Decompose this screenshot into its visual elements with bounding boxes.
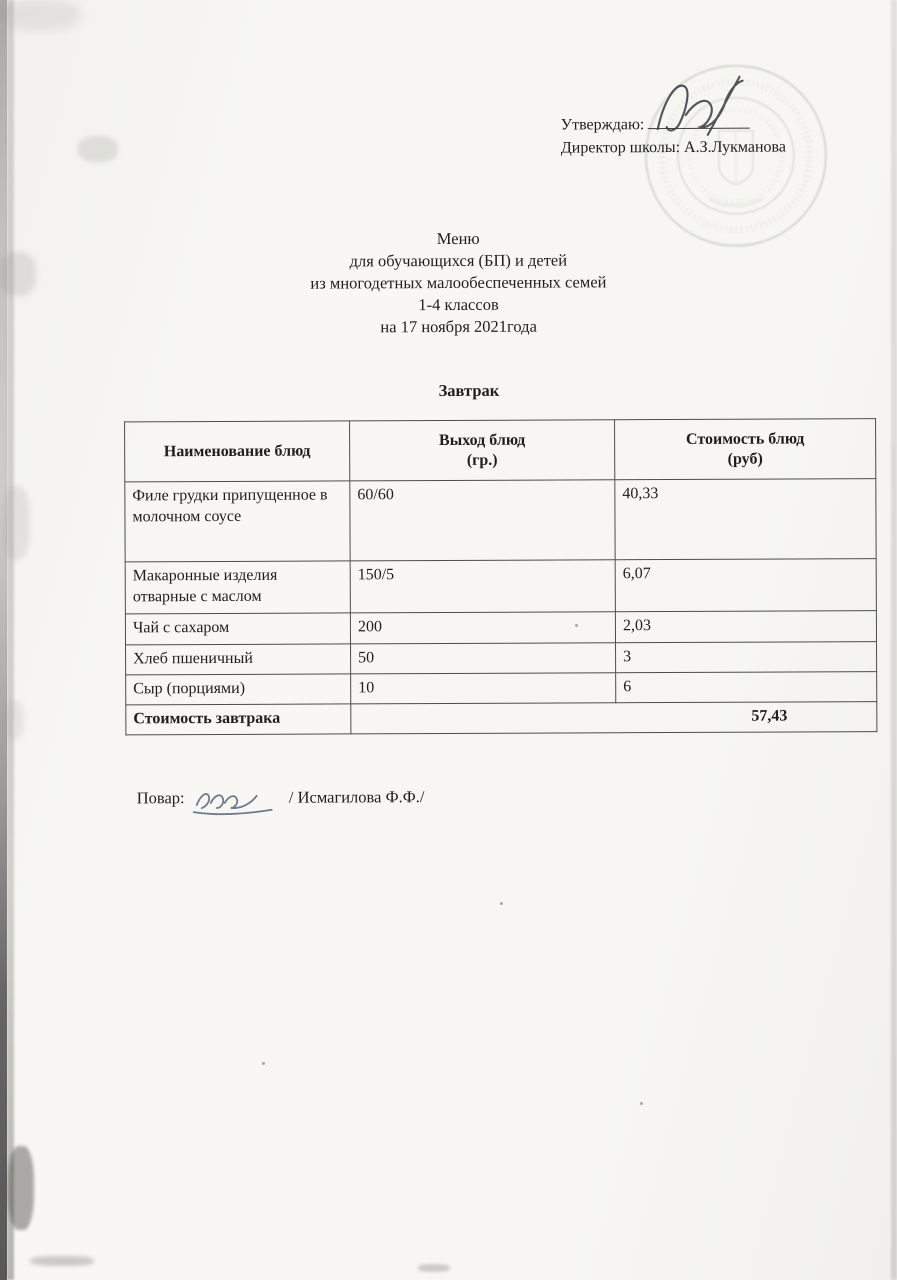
- director-line: Директор школы: А.З.Лукманова: [560, 138, 786, 157]
- header-cost: Стоимость блюд (руб): [615, 419, 876, 480]
- director-signature-icon: [646, 73, 768, 140]
- cell-output: 60/60: [350, 480, 615, 561]
- meal-title: Завтрак: [438, 380, 500, 401]
- table-header-row: [125, 419, 876, 482]
- cook-name: / Исмагилова Ф.Ф./: [288, 787, 425, 807]
- cell-cost: 6,07: [615, 559, 876, 612]
- menu-table: [124, 418, 877, 735]
- document-title: [28, 226, 888, 340]
- cell-dish-name: Чай с сахаром: [125, 613, 350, 645]
- title-line-5: на 17 ноября 2021года: [380, 316, 537, 337]
- cell-dish-name: Макаронные изделия отварные с маслом: [125, 561, 350, 614]
- title-line-2: для обучающихся (БП) и детей: [349, 250, 568, 271]
- footer-label: Стоимость завтрака: [126, 704, 351, 735]
- cell-cost: 2,03: [615, 611, 876, 643]
- cook-label: Повар:: [136, 788, 185, 808]
- cell-cost: 6: [616, 672, 877, 703]
- cell-cost: 40,33: [615, 479, 876, 560]
- cook-signature-icon: [192, 783, 282, 815]
- cell-dish-name: Сыр (порциями): [126, 674, 351, 705]
- cell-output: 200: [350, 612, 615, 644]
- table-row: [125, 479, 876, 562]
- cell-output: 10: [351, 673, 616, 704]
- approve-label: Утверждаю:: [560, 116, 645, 134]
- cook-line: [137, 782, 425, 815]
- table-row: [126, 642, 877, 675]
- cell-dish-name: Хлеб пшеничный: [126, 644, 351, 675]
- table-row: [125, 611, 876, 645]
- title-line-4: 1-4 классов: [418, 294, 499, 315]
- title-line-1: Меню: [436, 228, 480, 249]
- header-output: Выход блюд (гр.): [350, 420, 615, 481]
- cell-output: 150/5: [350, 560, 615, 613]
- cell-dish-name: Филе грудки припущенное в молочном соусе: [125, 481, 350, 562]
- table-row: [126, 672, 877, 705]
- cell-output: 50: [351, 643, 616, 674]
- header-dish-name: Наименование блюд: [125, 421, 350, 482]
- table-footer-row: [126, 702, 877, 735]
- title-line-3: из многодетных малообеспеченных семей: [310, 272, 607, 293]
- cell-cost: 3: [616, 642, 877, 673]
- table-row: [125, 559, 876, 614]
- footer-total: 57,43: [351, 702, 877, 734]
